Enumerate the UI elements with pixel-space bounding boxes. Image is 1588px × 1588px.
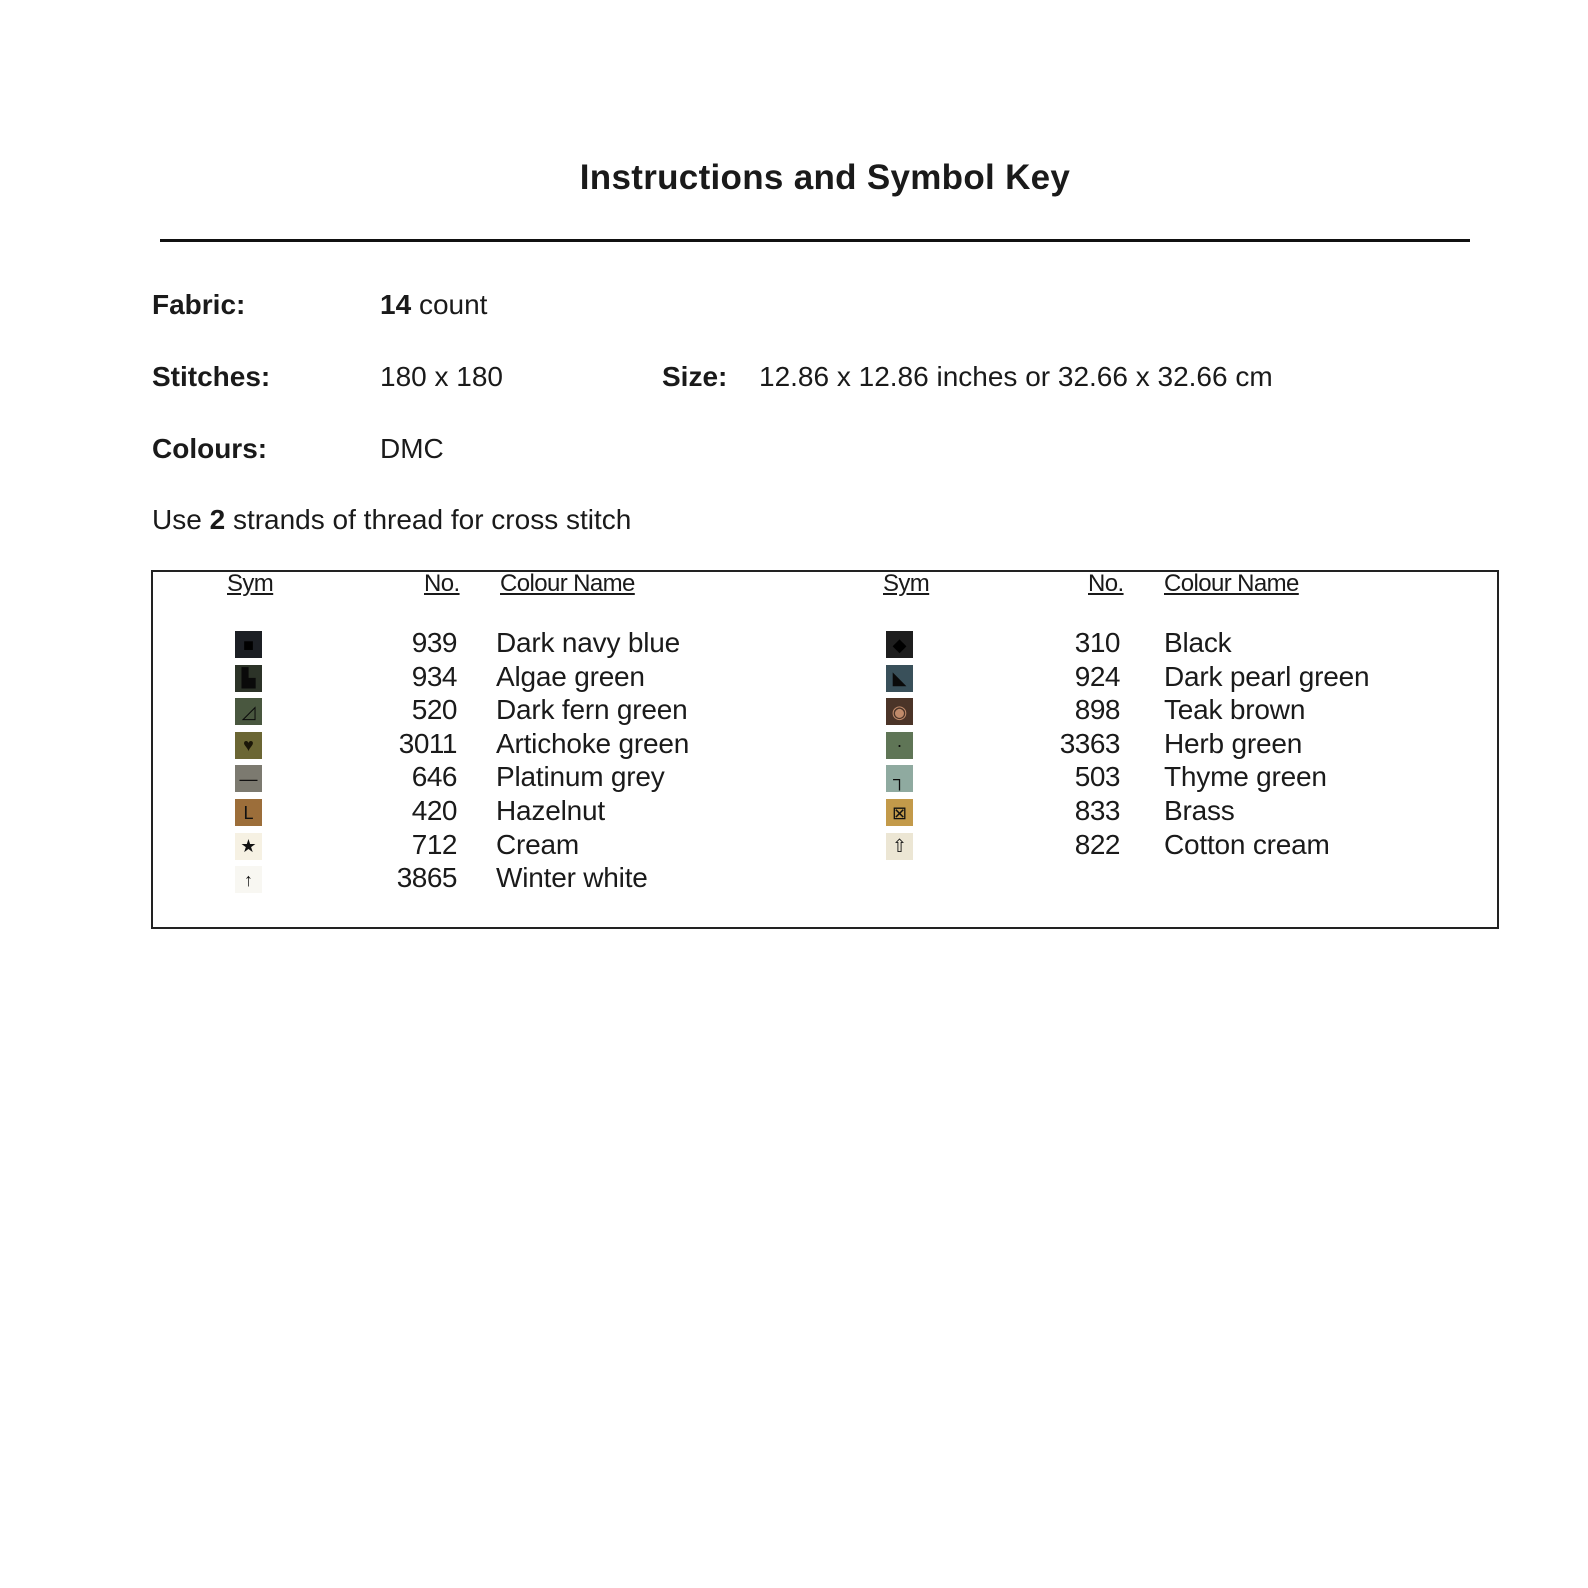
- corner-l-icon: [235, 799, 262, 826]
- symbol-glyph: ·: [896, 735, 903, 756]
- title-divider: [160, 239, 1470, 242]
- stitches-label: Stitches:: [152, 361, 271, 392]
- strands-instruction: [152, 504, 631, 536]
- colour-name: Cotton cream: [1164, 828, 1330, 860]
- symbol-glyph: ⊠: [891, 802, 908, 823]
- symbol-glyph: ┐: [893, 768, 906, 789]
- colour-name: Herb green: [1164, 727, 1303, 759]
- colour-name: Hazelnut: [496, 795, 605, 826]
- colour-name: Platinum grey: [496, 761, 665, 793]
- size-label: Size:: [662, 361, 728, 392]
- dmc-number: 3865: [396, 862, 457, 894]
- colour-name: Brass: [1164, 795, 1235, 826]
- dmc-number: 310: [1074, 627, 1120, 658]
- dash-icon: [235, 765, 262, 792]
- dmc-number: 822: [1074, 828, 1120, 860]
- fabric-count: 14: [380, 289, 412, 320]
- symbol-glyph: ▙: [241, 668, 256, 689]
- target-circle-icon: [886, 698, 913, 725]
- symbol-glyph: —: [239, 768, 258, 789]
- colour-name: Cream: [496, 828, 580, 860]
- header-sym-right: Sym: [883, 570, 930, 597]
- colour-name: Thyme green: [1164, 761, 1327, 793]
- strands-pre: Use: [152, 504, 202, 535]
- triangle-corner-icon: [886, 665, 913, 692]
- dmc-number: 833: [1074, 795, 1120, 826]
- colour-name: Teak brown: [1164, 694, 1306, 726]
- dmc-number: 712: [411, 828, 457, 860]
- colour-name: Dark fern green: [496, 694, 688, 726]
- dmc-number: 939: [411, 627, 457, 658]
- colours-label: Colours:: [152, 433, 268, 464]
- colour-name: Dark pearl green: [1164, 660, 1370, 692]
- fabric-label: Fabric:: [152, 289, 246, 320]
- corner-bracket-icon: [886, 765, 913, 792]
- strands-count: 2: [209, 504, 226, 535]
- symbol-glyph: L: [243, 802, 254, 823]
- symbol-glyph: ⇧: [891, 836, 908, 857]
- colour-name: Black: [1164, 627, 1232, 658]
- corner-block-icon: [235, 665, 262, 692]
- header-name-right: Colour Name: [1164, 570, 1299, 597]
- page-title: Instructions and Symbol Key: [579, 158, 1071, 197]
- crossed-box-icon: [886, 799, 913, 826]
- symbol-glyph: ◉: [891, 701, 908, 722]
- symbol-glyph: ◆: [892, 634, 907, 655]
- dmc-number: 3363: [1059, 727, 1120, 759]
- diamond-icon: [886, 631, 913, 658]
- colour-name: Dark navy blue: [496, 627, 680, 658]
- header-no-left: No.: [424, 570, 460, 597]
- arrow-up-icon: [235, 866, 262, 893]
- colours-value: DMC: [380, 433, 444, 464]
- dmc-number: 520: [411, 694, 457, 726]
- house-arrow-icon: [886, 833, 913, 860]
- fabric-value: [380, 289, 487, 321]
- symbol-glyph: ◣: [892, 668, 907, 689]
- size-value: 12.86 x 12.86 inches or 32.66 x 32.66 cm: [759, 361, 1273, 392]
- stitches-value: 180 x 180: [380, 361, 503, 392]
- dot-icon: [886, 732, 913, 759]
- symbol-glyph: ↑: [244, 869, 253, 890]
- dmc-number: 420: [411, 795, 457, 826]
- dmc-number: 934: [411, 660, 457, 692]
- star-icon: [235, 833, 262, 860]
- dmc-number: 3011: [398, 727, 457, 759]
- colour-name: Algae green: [496, 660, 645, 692]
- dmc-number: 898: [1074, 694, 1120, 726]
- header-no-right: No.: [1088, 570, 1124, 597]
- fabric-unit: count: [418, 289, 488, 320]
- symbol-glyph: ♥: [243, 735, 254, 756]
- colour-name: Artichoke green: [496, 727, 690, 759]
- dmc-number: 646: [411, 761, 457, 793]
- dmc-number: 503: [1074, 761, 1120, 793]
- symbol-glyph: ◿: [241, 701, 256, 722]
- heart-icon: [235, 732, 262, 759]
- strands-post: strands of thread for cross stitch: [232, 504, 632, 535]
- filled-square-icon: [235, 631, 262, 658]
- triangle-icon: [235, 698, 262, 725]
- dmc-number: 924: [1074, 660, 1120, 692]
- symbol-glyph: ■: [243, 634, 254, 655]
- colour-name: Winter white: [496, 862, 648, 894]
- header-name-left: Colour Name: [500, 570, 635, 597]
- symbol-glyph: ★: [240, 836, 257, 857]
- header-sym-left: Sym: [227, 570, 274, 597]
